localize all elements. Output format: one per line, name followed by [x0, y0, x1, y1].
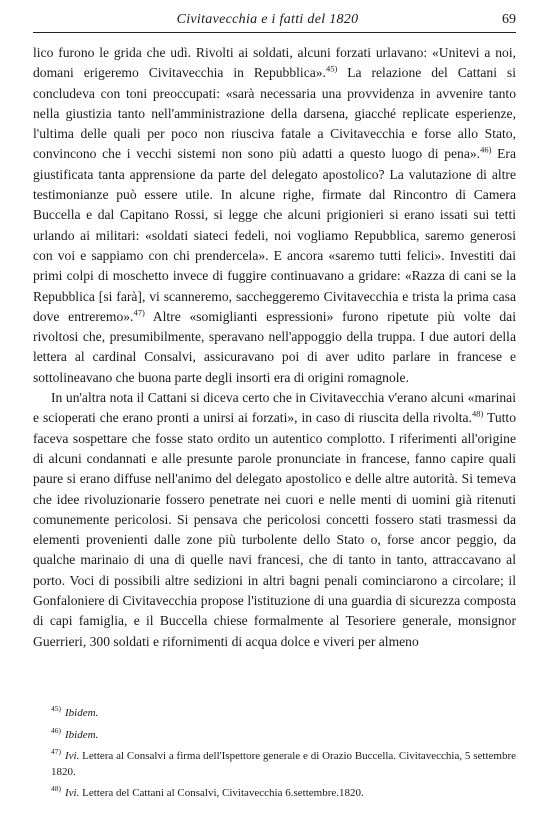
footnote-mark: 46)	[51, 725, 61, 735]
footnote-mark: 45)	[51, 704, 61, 714]
running-header	[33, 12, 516, 33]
footnotes	[33, 706, 516, 808]
footnote-text: Lettera del Cattani al Consalvi, Civitavecchia 6.settembre.1820.	[79, 787, 364, 799]
footnote-ref-48[interactable]: 48)	[471, 408, 484, 419]
text-run: Era giustificata tanta apprensione da parte del delegato apostolico? La valutazione di altre testimonianze può essere utile. In alcune righe, firmate dal Rincontro di Camera Buccella e dal Capitano Rossi, si legge che alcuni prigionieri si erano issati sui tetti urlando ai militari: «soldati siateci fedeli, noi vogliamo Repubblica, saremo generosi con voi e sappiamo con chi prendercela». E ancora «saremo tutti felici». Investiti dai primi colpi di moschetto invece di fuggire continuavano a gridare: «Razza di cani se la Repubblica [si farà], vi scanneremo, saccheggeremo Civitavecchia e trista la prima casa dove entreremo».	[33, 146, 516, 324]
footnote-48	[33, 786, 516, 802]
footnote-ref-45[interactable]: 45)	[325, 63, 338, 74]
footnote-46	[33, 725, 516, 744]
body-text	[33, 43, 516, 652]
footnote-source: Ibidem.	[65, 707, 99, 719]
text-run: La relazione del Cattani si concludeva con toni preoccupati: «sarà necessaria una provvidenza in avvenire tanto nella giustizia tanto nell'amministrazione della darsena, giacché replicate esperienze, l'ultima delle quali per poco non riusciva fatale a Civitavecchia e forse allo Stato, convincono che i vecchi sistemi non sono più adatti a questo luogo di pena».	[33, 65, 516, 162]
footnote-45	[33, 706, 516, 722]
page	[33, 12, 516, 652]
footnote-mark: 48)	[51, 784, 61, 794]
paragraph-2	[33, 388, 516, 652]
text-run: Tutto faceva sospettare che fosse stato ordito un autentico complotto. I riferimenti all'origine di alcuni condannati e alle presunte parole pronunciate in francese, fanno capire quali paure si erano diffuse nell'animo del delegato apostolico e delle altre autorità. Si temeva che idee rivoluzionarie fossero penetrate nei cuori e nelle menti di uomini già ritenuti comunemente pericolosi. Si pensava che pericolosi concetti fossero stati trasmessi da elementi provenienti dalle zone più turbolente dello Stato o, forse ancor peggio, da qualche marinaio di una di quelle navi francesi, che di tanto in tanto, attraccavano al porto. Voci di possibili altre sedizioni in altri bagni penali cominciarono a circolare; il Gonfaloniere di Civitavecchia propose l'istituzione di una guardia di sicurezza composta di capi famiglia, e il Buccella chiese formalmente al Tesoriere generale, monsignor Guerrieri, 300 soldati e rifornimenti di acqua dolce e viveri per almeno	[33, 410, 516, 649]
text-run: lico furono le grida che udì. Rivolti ai soldati, alcuni forzati urlavano: «Unitevi a noi, domani erigeremo Civitavecchia in Repubblica».	[33, 45, 516, 81]
footnote-text: Lettera al Consalvi a firma dell'Ispettore generale e di Orazio Buccella. Civitavecchia, 5 settembre 1820.	[51, 750, 516, 778]
footnote-source: Ivi.	[65, 750, 80, 762]
footnote-47	[33, 749, 516, 780]
running-title: Civitavecchia e i fatti del 1820	[176, 12, 359, 27]
text-run: Altre «somiglianti espressioni» furono ripetute più volte dai rivoltosi che, presumibilmente, speravano nell'appoggio della truppa. I due autori della lettera al cardinal Consalvi, assicuravano poi di aver udito parlare in francese e sottolineavano che buona parte degli insorti era di origini romagnole.	[33, 308, 516, 385]
footnote-source: Ibidem.	[65, 728, 99, 741]
text-run: In un'altra nota il Cattani si diceva certo che in Civitavecchia v'erano alcuni «marinai e scioperati che erano pronti a unirsi ai forzati», in caso di riuscita della rivolta.	[33, 390, 516, 426]
paragraph-1	[33, 43, 516, 388]
page-number: 69	[502, 12, 516, 27]
footnote-source: Ivi.	[65, 787, 80, 799]
footnote-mark: 47)	[51, 747, 61, 757]
footnote-ref-46[interactable]: 46)	[480, 144, 492, 155]
footnote-ref-47[interactable]: 47)	[133, 307, 145, 318]
